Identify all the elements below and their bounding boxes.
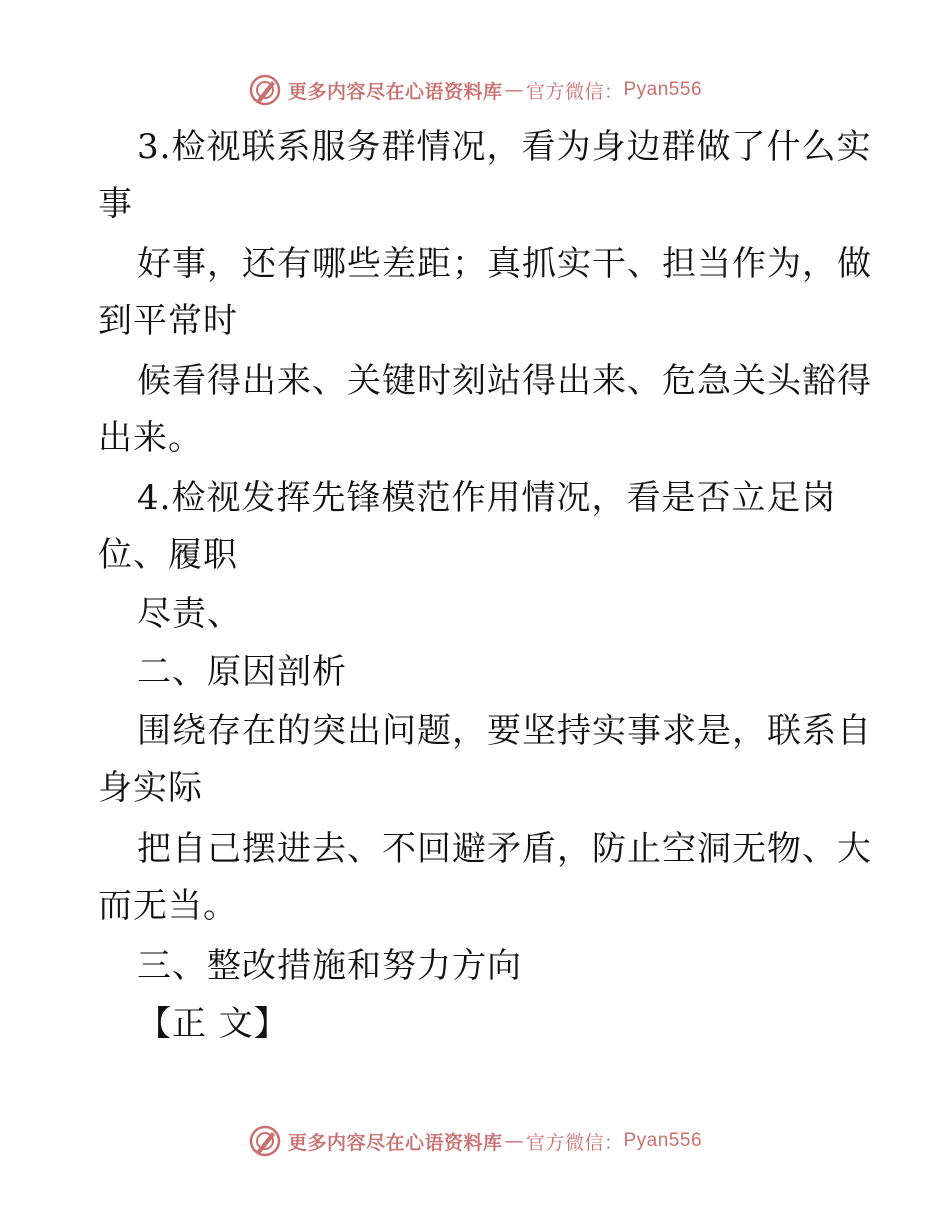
watermark-wechat-label: 官方微信：: [525, 80, 624, 103]
body-line-8: 位、履职: [98, 535, 238, 575]
watermark-label: 更多内容尽在心语资料库: [287, 80, 503, 103]
body-line-9: 尽责、: [137, 594, 242, 634]
body-line-2: 事: [98, 184, 133, 224]
section-heading-rectification: 三、整改措施和努力方向: [137, 946, 522, 986]
body-line-12: 身实际: [98, 768, 203, 808]
body-line-5: 候看得出来、关键时刻站得出来、危急关头豁得: [137, 361, 872, 401]
watermark-wechat-label: 官方微信：: [525, 1131, 624, 1154]
main-text-marker: 【正 文】: [137, 1004, 289, 1044]
body-line-4: 到平常时: [98, 301, 238, 341]
pen-logo-icon: [248, 73, 282, 107]
watermark-separator: —: [504, 79, 524, 101]
watermark-label: 更多内容尽在心语资料库: [287, 1131, 503, 1154]
body-line-11: 围绕存在的突出问题，要坚持实事求是，联系自: [137, 711, 872, 751]
pen-logo-icon: [248, 1124, 282, 1158]
body-line-3: 好事，还有哪些差距；真抓实干、担当作为，做: [137, 244, 872, 284]
watermark-separator: —: [504, 1130, 524, 1152]
watermark-wechat-id: Pyan556: [623, 79, 703, 100]
body-line-13: 把自己摆进去、不回避矛盾，防止空洞无物、大: [137, 829, 872, 869]
header-watermark: [0, 70, 950, 110]
body-line-7: 4.检视发挥先锋模范作用情况，看是否立足岗: [137, 478, 837, 518]
section-heading-cause-analysis: 二、原因剖析: [137, 652, 347, 692]
body-line-1: 3.检视联系服务群情况，看为身边群做了什么实: [137, 127, 872, 167]
body-line-14: 而无当。: [98, 886, 238, 926]
footer-watermark: [0, 1121, 950, 1161]
body-line-6: 出来。: [98, 418, 203, 458]
watermark-wechat-id: Pyan556: [623, 1130, 703, 1151]
